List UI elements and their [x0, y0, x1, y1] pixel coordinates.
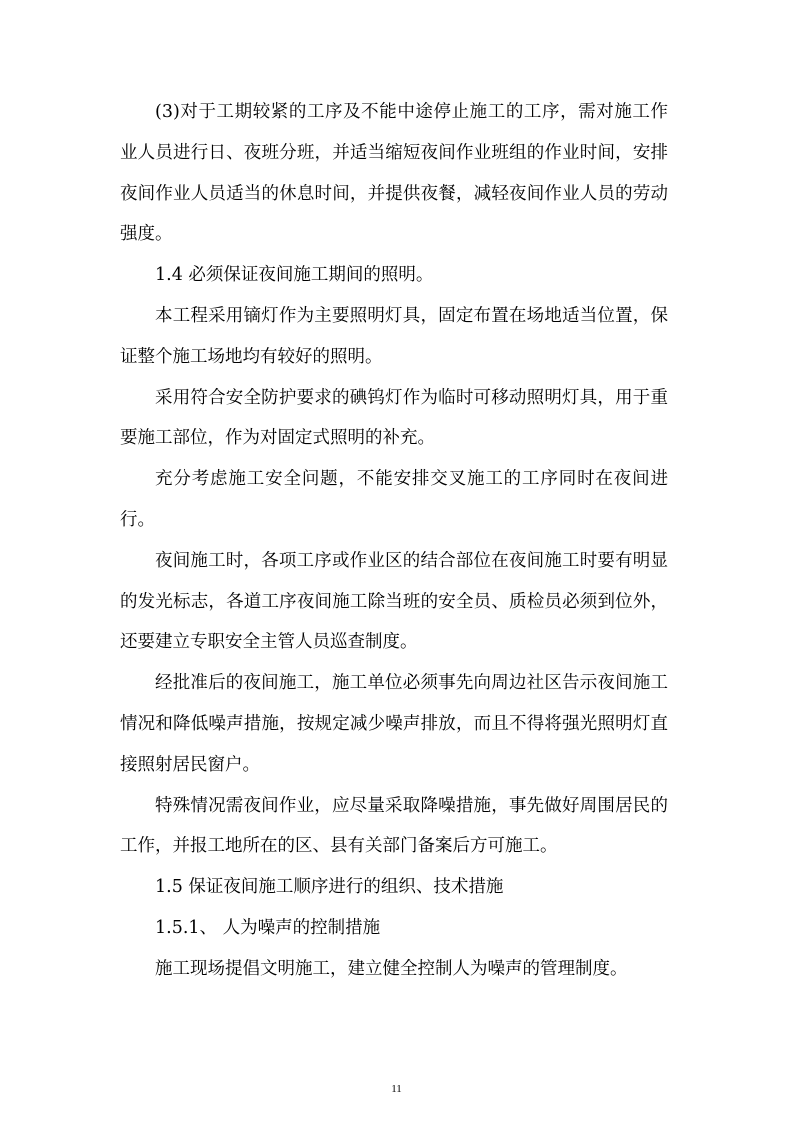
section-heading-1-5-1: 1.5.1、 人为噪声的控制措施: [155, 917, 381, 938]
paragraph-special-cases: 特殊情况需夜间作业，应尽量采取降噪措施，事先做好周围居民的工作，并报工地所在的区、县有关部门备案后方可施工。: [120, 795, 668, 857]
body-text: [120, 92, 668, 990]
paragraph-iodine-tungsten-lamps: 采用符合安全防护要求的碘钨灯作为临时可移动照明灯具，用于重要施工部位，作为对固定式照明的补充。: [120, 387, 668, 449]
page-number: 11: [391, 1083, 402, 1095]
paragraph-community-notice: 经批准后的夜间施工，施工单位必须事先向周边社区告示夜间施工情况和降低噪声措施，按规定减少噪声排放，而且不得将强光照明灯直接照射居民窗户。: [120, 673, 668, 775]
paragraph-dysprosium-lamps: 本工程采用镝灯作为主要照明灯具，固定布置在场地适当位置，保证整个施工场地均有较好的照明。: [120, 305, 668, 367]
paragraph-cross-construction: 充分考虑施工安全问题，不能安排交叉施工的工序同时在夜间进行。: [120, 469, 668, 530]
paragraph-night-shift-arrangement: (3)对于工期较紧的工序及不能中途停止施工的工序，需对施工作业人员进行日、夜班分班，并适当缩短夜间作业班组的作业时间，安排夜间作业人员适当的休息时间，并提供夜餐，减轻夜间作业人员的劳动强度。: [120, 102, 668, 245]
paragraph-luminous-signs: 夜间施工时，各项工序或作业区的结合部位在夜间施工时要有明显的发光标志，各道工序夜间施工除当班的安全员、质检员必须到位外，还要建立专职安全主管人员巡查制度。: [120, 550, 668, 653]
section-heading-1-4: 1.4 必须保证夜间施工期间的照明。: [155, 265, 434, 286]
paragraph-civilized-construction: 施工现场提倡文明施工，建立健全控制人为噪声的管理制度。: [155, 958, 628, 979]
section-heading-1-5: 1.5 保证夜间施工顺序进行的组织、技术措施: [155, 877, 504, 898]
